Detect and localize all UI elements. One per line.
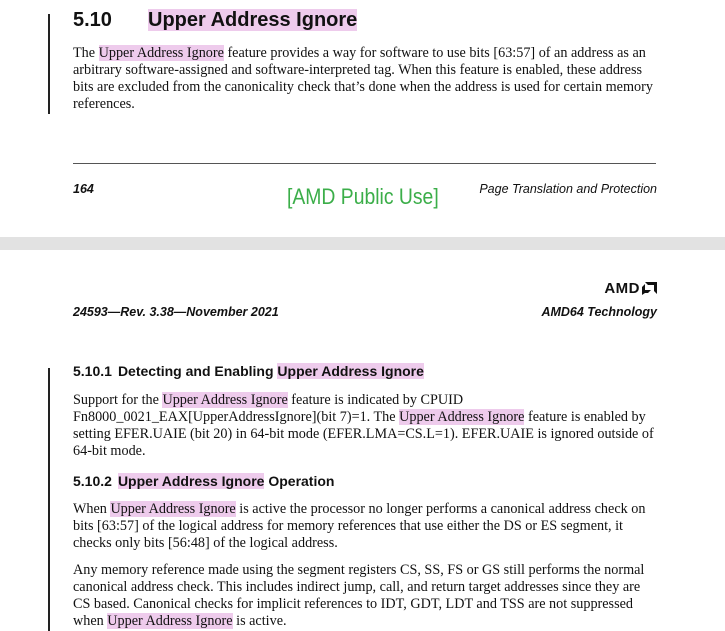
section-title: Upper Address Ignore (148, 9, 358, 31)
document-title: AMD64 Technology (541, 305, 657, 319)
search-highlight: Upper Address Ignore (162, 392, 288, 408)
subsection-heading-5-10-2: 5.10.2 Upper Address Ignore Operation (73, 473, 335, 489)
search-highlight: Upper Address Ignore (399, 409, 525, 425)
footer-rule (73, 163, 656, 164)
search-highlight: Upper Address Ignore (107, 613, 233, 629)
classification-label: [AMD Public Use] (287, 184, 439, 209)
search-highlight: Upper Address Ignore (117, 473, 265, 489)
search-highlight: Upper Address Ignore (98, 45, 224, 61)
subsection-heading-5-10-1: 5.10.1 Detecting and Enabling Upper Address Ignore (73, 363, 424, 379)
intro-paragraph: The Upper Address Ignore feature provides a way for software to use bits [63:57] of an address as an arbitrary software-assigned and software-interpreted tag. When this feature is enabled, these address bits are excluded from the canonicality check that’s done when the address is used for certain memory references. (73, 45, 653, 112)
change-bar (48, 368, 50, 631)
search-highlight: Upper Address Ignore (277, 363, 424, 379)
amd-arrow-icon (642, 282, 657, 295)
page-number: 164 (73, 182, 94, 196)
previous-page (0, 0, 725, 237)
chapter-title: Page Translation and Protection (479, 182, 657, 196)
search-highlight: Upper Address Ignore (110, 501, 236, 517)
subsection-number: 5.10.1 (73, 363, 112, 379)
section-heading (73, 9, 357, 32)
document-revision: 24593—Rev. 3.38—November 2021 (73, 305, 279, 319)
section-number: 5.10 (73, 9, 112, 31)
amd-logo: AMD (604, 280, 657, 297)
change-bar (48, 14, 50, 114)
subsection-number: 5.10.2 (73, 473, 112, 489)
operation-paragraph-2: Any memory reference made using the segment registers CS, SS, FS or GS still performs the normal canonical address check. This includes indirect jump, call, and return target addresses since they are CS based. Canonical checks for implicit references to IDT, GDT, LDT and TSS are not suppressed when Upper Address Ignore is active. (73, 562, 645, 629)
detecting-paragraph: Support for the Upper Address Ignore feature is indicated by CPUID Fn8000_0021_EAX[UpperAddressIgnore](bit 7)=1. The Upper Address Ignore feature is enabled by setting EFER.UAIE (bit 20) in 64-bit mode (EFER.LMA=CS.L=1). EFER.UAIE is ignored outside of 64-bit mode. (73, 392, 654, 459)
operation-paragraph-1: When Upper Address Ignore is active the processor no longer performs a canonical address check on bits [63:57] of the logical address for memory references that use either the DS or ES segment, it checks only bits [56:48] of the logical address. (73, 501, 646, 551)
page-separator (0, 237, 725, 250)
